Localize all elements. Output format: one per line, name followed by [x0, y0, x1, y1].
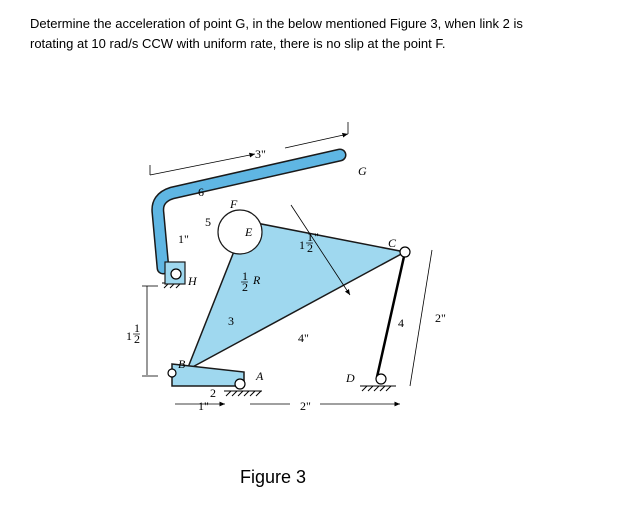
label-C: C: [388, 236, 397, 250]
ground-a: [224, 391, 262, 396]
label-R: R: [253, 273, 261, 287]
svg-text:1: 1: [299, 238, 305, 252]
label-D: D: [346, 371, 355, 385]
link-4: [377, 252, 405, 377]
link-3-triangle: [187, 221, 405, 370]
label-H: H: [188, 274, 197, 288]
dim-bottom-2: 2": [300, 399, 311, 413]
figure-caption: Figure 3: [240, 467, 307, 487]
dim-diag-4: 4": [298, 331, 309, 345]
dim-left-1: 1": [178, 232, 189, 246]
svg-text:1: 1: [126, 329, 132, 343]
label-A: A: [256, 369, 264, 383]
dim-right-2: 2": [435, 311, 446, 325]
link-5-disk: [218, 210, 262, 254]
label-link-2: 2: [210, 386, 216, 400]
dim-r-half: [241, 269, 248, 294]
svg-text:2: 2: [242, 280, 248, 294]
label-link-5: 5: [205, 215, 211, 229]
label-G: G: [358, 164, 367, 178]
svg-text:2: 2: [307, 241, 313, 255]
label-B: B: [178, 357, 186, 371]
question-line-1: Determine the acceleration of point G, in the below mentioned Figure 3, when link 2 is: [30, 16, 523, 31]
dim-bottom-1: 1": [198, 399, 209, 413]
svg-text:1: 1: [242, 269, 248, 283]
label-E: E: [245, 225, 253, 239]
label-link-6: 6: [198, 185, 204, 199]
svg-text:2: 2: [134, 332, 140, 346]
label-F: F: [230, 197, 238, 211]
ground-d: [360, 386, 396, 391]
dim-left-one-half: [126, 321, 140, 346]
svg-text:1: 1: [134, 321, 140, 335]
svg-text:": ": [314, 230, 319, 244]
label-link-4: 4: [398, 316, 404, 330]
label-link-3: 3: [228, 314, 234, 328]
question-line-2: rotating at 10 rad/s CCW with uniform rate, there is no slip at the point F.: [30, 36, 446, 51]
dim-top-3: 3": [255, 147, 266, 161]
svg-text:1: 1: [307, 230, 313, 244]
